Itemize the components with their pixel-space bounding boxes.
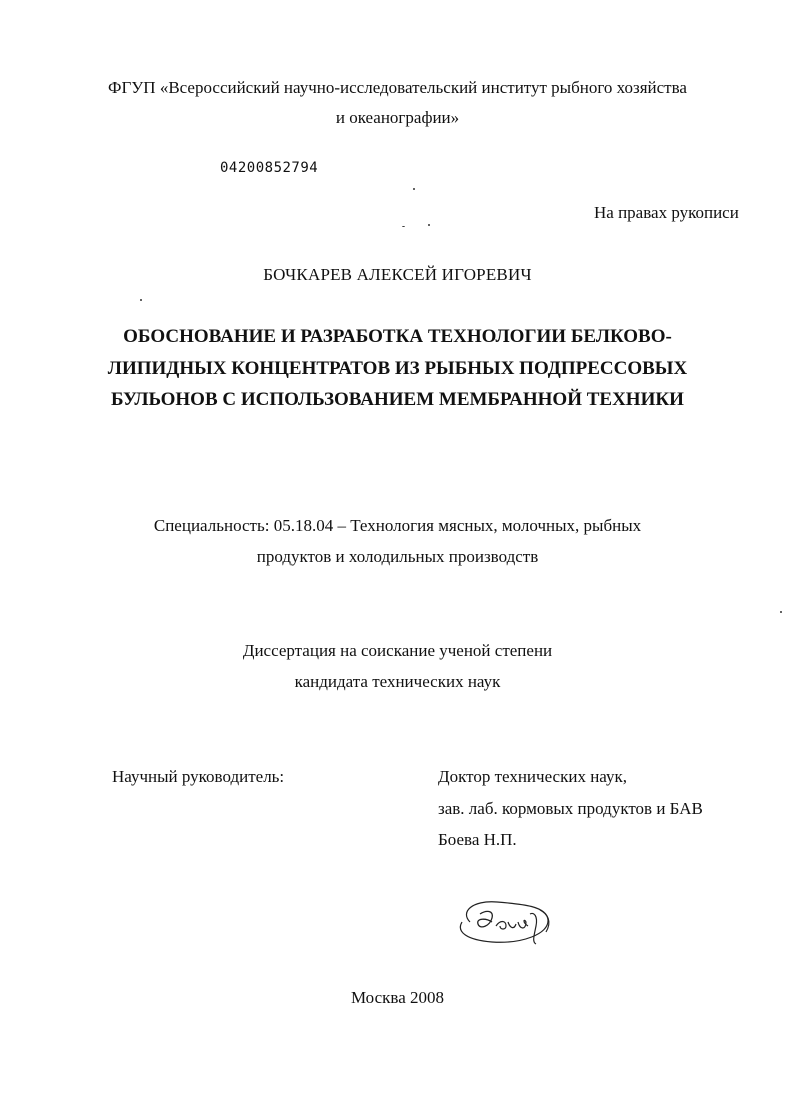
supervisor-name: Боева Н.П. bbox=[438, 830, 517, 849]
dissertation-line-1: Диссертация на соискание ученой степени bbox=[242, 641, 553, 660]
doc-number: 04200852794 bbox=[220, 160, 319, 176]
title-line-1: ОБОСНОВАНИЕ И РАЗРАБОТКА ТЕХНОЛОГИИ БЕЛКОВО- bbox=[123, 326, 672, 347]
title-line-2: ЛИПИДНЫХ КОНЦЕНТРАТОВ ИЗ РЫБНЫХ ПОДПРЕССОВЫХ bbox=[107, 358, 688, 379]
author-name: БОЧКАРЕВ АЛЕКСЕЙ ИГОРЕВИЧ bbox=[263, 265, 532, 284]
scan-speck bbox=[413, 188, 415, 190]
city-year: Москва 2008 bbox=[350, 988, 445, 1007]
specialty-line-2: продуктов и холодильных производств bbox=[256, 547, 539, 566]
supervisor-degree: Доктор технических наук, bbox=[438, 767, 627, 786]
supervisor-position: зав. лаб. кормовых продуктов и БАВ bbox=[438, 799, 703, 818]
scan-speck bbox=[140, 299, 142, 301]
rights-note: На правах рукописи bbox=[594, 203, 739, 222]
signature-image bbox=[452, 892, 562, 952]
dissertation-line-2: кандидата технических наук bbox=[294, 672, 501, 691]
scan-speck bbox=[428, 224, 430, 226]
supervisor-label: Научный руководитель: bbox=[112, 767, 285, 786]
scan-speck bbox=[780, 611, 782, 613]
institute-line-2: и океанографии» bbox=[335, 108, 460, 127]
institute-line-1: ФГУП «Всероссийский научно-исследовательский институт рыбного хозяйства bbox=[108, 78, 687, 97]
specialty-line-1: Специальность: 05.18.04 – Технология мясных, молочных, рыбных bbox=[153, 516, 642, 535]
title-line-3: БУЛЬОНОВ С ИСПОЛЬЗОВАНИЕМ МЕМБРАННОЙ ТЕХНИКИ bbox=[111, 389, 684, 410]
scan-speck bbox=[402, 226, 405, 227]
